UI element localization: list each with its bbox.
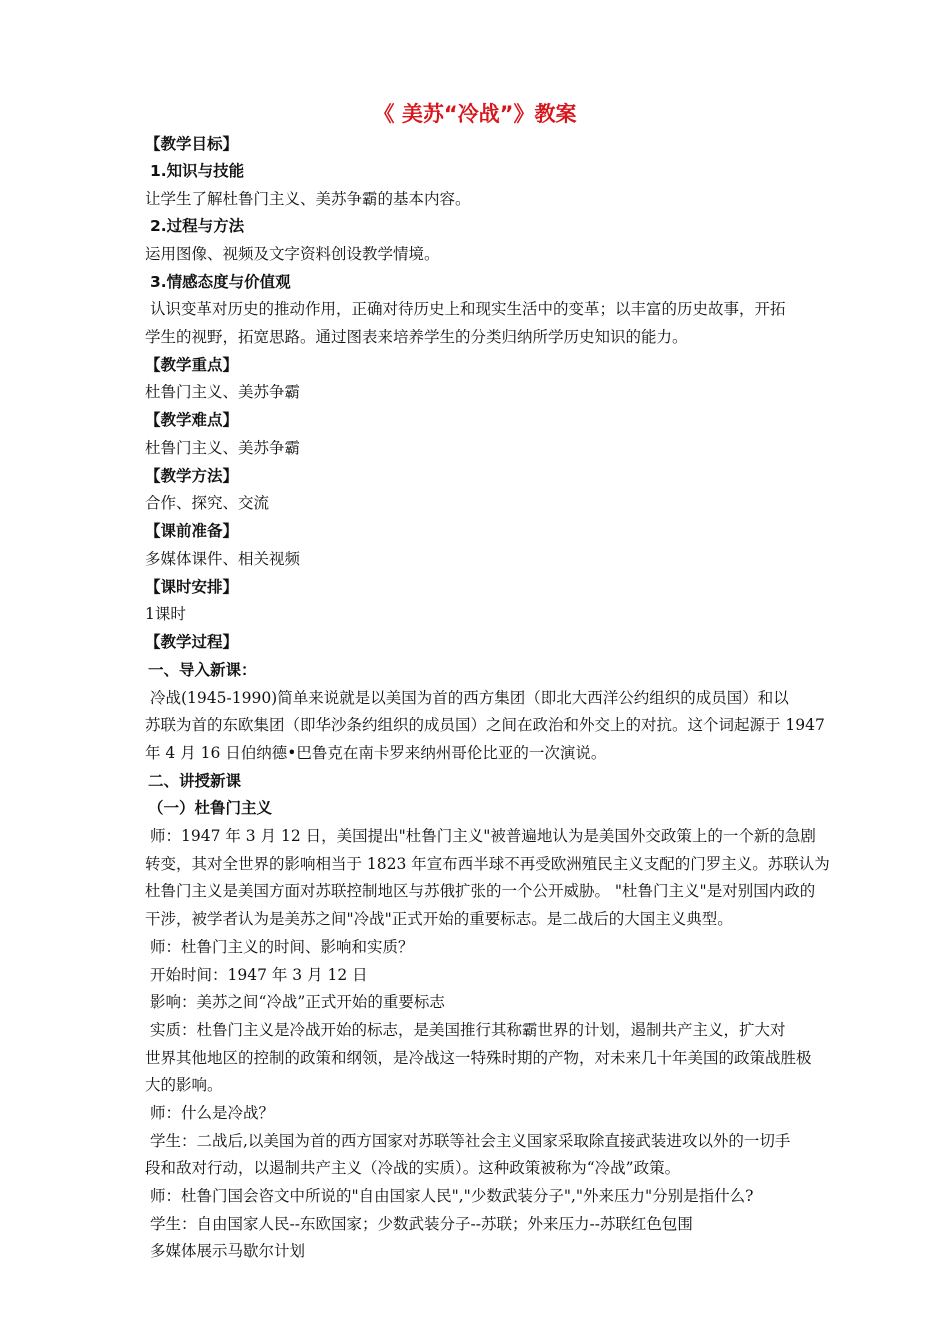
key-points-header: 【教学重点】 (145, 356, 239, 374)
key-points-text: 杜鲁门主义、美苏争霸 (145, 383, 301, 401)
class-hours-text: 1课时 (145, 605, 186, 623)
answer-start-time: 开始时间：1947 年 3 月 12 日 (150, 966, 368, 984)
objective-3-text-line-2: 学生的视野，拓宽思路。通过图表来培养学生的分类归纳所学历史知识的能力。 (145, 328, 688, 346)
objective-1-header: 1.知识与技能 (150, 162, 245, 180)
teaching-method-text: 合作、探究、交流 (145, 494, 270, 512)
preparation-text: 多媒体课件、相关视频 (145, 550, 301, 568)
answer-2-line-2: 段和敌对行动，以遏制共产主义（冷战的实质）。这种政策被称为“冷战”政策。 (145, 1159, 681, 1177)
answer-3: 学生：自由国家人民--东欧国家；少数武装分子--苏联；外来压力--苏联红色包围 (150, 1215, 693, 1233)
preparation-header: 【课前准备】 (145, 522, 239, 540)
objective-2-header: 2.过程与方法 (150, 217, 245, 235)
new-lesson-header: 二、讲授新课 (148, 772, 242, 790)
objectives-header: 【教学目标】 (145, 135, 239, 153)
multimedia-marshall-plan: 多媒体展示马歇尔计划 (150, 1242, 306, 1260)
objective-3-text-line-1: 认识变革对历史的推动作用，正确对待历史上和现实生活中的变革；以丰富的历史故事，开拓 (150, 300, 786, 318)
difficult-points-header: 【教学难点】 (145, 411, 239, 429)
intro-header: 一、导入新课： (148, 661, 257, 679)
question-2: 师：什么是冷战？ (150, 1104, 275, 1122)
teaching-method-header: 【教学方法】 (145, 467, 239, 485)
intro-paragraph-line-2: 苏联为首的东欧集团（即华沙条约组织的成员国）之间在政治和外交上的对抗。这个词起源于 1947 (145, 716, 825, 734)
question-1: 师：杜鲁门主义的时间、影响和实质？ (150, 938, 414, 956)
truman-paragraph-line-3: 杜鲁门主义是美国方面对苏联控制地区与苏俄扩张的一个公开威胁。 "杜鲁门主义"是对别国内政的 (145, 882, 816, 900)
truman-paragraph-line-2: 转变，其对全世界的影响相当于 1823 年宣布西半球不再受欧洲殖民主义支配的门罗主义。苏联认为 (145, 855, 830, 873)
answer-2-line-1: 学生：二战后,以美国为首的西方国家对苏联等社会主义国家采取除直接武装进攻以外的一切手 (150, 1132, 791, 1150)
objective-3-header: 3.情感态度与价值观 (150, 273, 291, 291)
truman-paragraph-line-1: 师：1947 年 3 月 12 日，美国提出"杜鲁门主义"被普遍地认为是美国外交政策上的一个新的急剧 (150, 827, 816, 845)
truman-paragraph-line-4: 干涉，被学者认为是美苏之间"冷战"正式开始的重要标志。是二战后的大国主义典型。 (145, 910, 733, 928)
answer-essence-line-2: 世界其他地区的控制的政策和纲领，是冷战这一特殊时期的产物，对未来几十年美国的政策战胜极 (145, 1049, 812, 1067)
intro-paragraph-line-3: 年 4 月 16 日伯纳德•巴鲁克在南卡罗来纳州哥伦比亚的一次演说。 (145, 744, 607, 762)
truman-doctrine-header: （一）杜鲁门主义 (148, 799, 273, 817)
answer-essence-line-1: 实质：杜鲁门主义是冷战开始的标志，是美国推行其称霸世界的计划，遏制共产主义，扩大对 (150, 1021, 786, 1039)
objective-2-text: 运用图像、视频及文字资料创设教学情境。 (145, 245, 440, 263)
class-hours-header: 【课时安排】 (145, 578, 239, 596)
document-title: 《 美苏“冷战”》教案 (373, 102, 577, 126)
objective-1-text: 让学生了解杜鲁门主义、美苏争霸的基本内容。 (145, 190, 471, 208)
answer-effect: 影响：美苏之间“冷战”正式开始的重要标志 (150, 993, 445, 1011)
difficult-points-text: 杜鲁门主义、美苏争霸 (145, 439, 301, 457)
intro-paragraph-line-1: 冷战(1945-1990)简单来说就是以美国为首的西方集团（即北大西洋公约组织的成员国）和以 (150, 689, 789, 707)
answer-essence-line-3: 大的影响。 (145, 1076, 223, 1094)
process-header: 【教学过程】 (145, 633, 239, 651)
question-3: 师：杜鲁门国会咨文中所说的"自由国家人民","少数武装分子","外来压力"分别是指什么? (150, 1187, 754, 1205)
